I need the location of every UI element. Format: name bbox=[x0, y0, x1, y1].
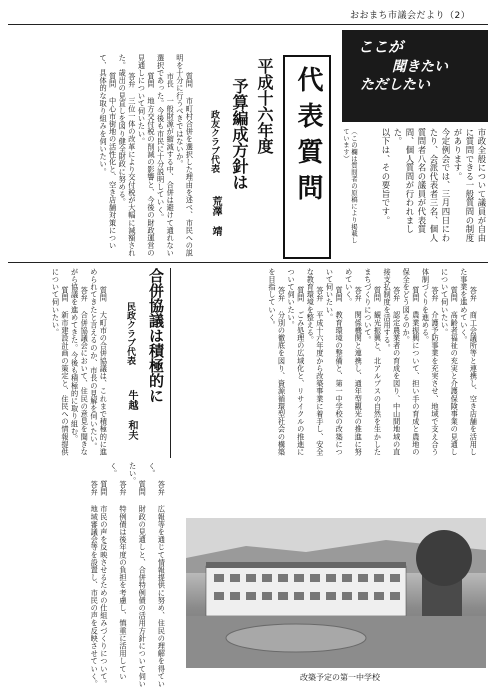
s1l-para-4: 答弁 認定農業者の育成を図り、中山間地域の直接支払制度を活用する。 bbox=[383, 268, 402, 456]
intro-body: 市政全般について議員が自由に質問できる一般質問の制度があります。 今定例会では、三月四日にわたり、会派代表者三名、個人質問者八名の議員が代表質問、個人質問が行われました。 以下は、その要旨です。 bbox=[381, 128, 487, 243]
header-rule bbox=[8, 24, 488, 25]
s1u-para-3: 答弁 三位一体の改革により交付税が大幅に減額された。歳出の見直しを図り健全財政に努める。 bbox=[118, 54, 137, 258]
section2-questioner-name: 牛越 和夫 bbox=[126, 390, 137, 440]
s2-para-0: 質問 大町市の合併協議は、これまで積極的に進められてきたと言えるのか、市長の見解を伺いたい。 bbox=[89, 268, 109, 456]
s1l-para-2: 答弁 介護予防事業を充実させ、地域で支え合う体制づくりを進める。 bbox=[421, 268, 441, 456]
s1l-para-9: 質問 ごみ処理の広域化と、リサイクルの推進について伺いたい。 bbox=[287, 268, 306, 456]
section1-headline2: 予算編成方針は bbox=[230, 78, 249, 190]
intro-title-line2: 聞きたい bbox=[392, 59, 448, 75]
section2-body-lower bbox=[8, 462, 176, 692]
s2-para-1: 答弁 合併協議会において、住民の意見を聞きながら協議を進めてきた。今後も積極的に取り組む。 bbox=[70, 268, 90, 456]
tier-rule bbox=[8, 262, 488, 263]
daihyo-title: 代表質問 bbox=[293, 66, 323, 210]
section1-questioner-name: 荒澤 靖 bbox=[210, 196, 221, 236]
intro-title-line3: ただしたい bbox=[360, 77, 430, 93]
section-divider bbox=[170, 268, 171, 458]
intro-note: （この欄は質問者の原稿により掲載しています） bbox=[342, 128, 358, 244]
s2-para-6: 質問 市民の声を反映させるための仕組みづくりについて。 bbox=[99, 480, 109, 688]
s1l-para-5: 質問 観光振興と、北アルプスの自然を生かしたまちづくりについて。 bbox=[363, 268, 383, 456]
section1-body-upper bbox=[8, 54, 204, 258]
s1l-para-7: 質問 教育環境の整備と、第一中学校の改築について伺いたい。 bbox=[325, 268, 345, 456]
s1u-para-4: 質問 中心市街地の活性化と、空き店舗対策について、具体的な取り組みを伺いたい。 bbox=[99, 54, 118, 250]
section1-body-lower bbox=[178, 268, 488, 458]
section1-questioner-group: 政友クラブ代表 bbox=[209, 110, 219, 173]
section2-questioner-group: 民政クラブ代表 bbox=[125, 302, 135, 365]
school-building-image bbox=[186, 518, 486, 668]
section1-headline1: 平成十六年度 bbox=[255, 58, 274, 154]
s1l-para-8: 答弁 平成十六年度から改築事業に着手し、安全な教育環境を整える。 bbox=[306, 268, 325, 456]
s1l-para-10: 答弁 分別の徹底を図り、資源循環型社会の構築を目指していく。 bbox=[267, 268, 287, 456]
s2-para-3: 答弁 広報等を通じて情報提供に努め、住民の理解を得ていく。 bbox=[147, 462, 167, 688]
s2-para-5: 答弁 特例債は後年度の負担を考慮し、慎重に活用していく。 bbox=[109, 462, 129, 681]
photo-caption: 改築予定の第一中学校 bbox=[300, 673, 380, 682]
s2-para-7: 答弁 地域審議会等を設置し、市民の声を反映させていく。 bbox=[90, 480, 100, 688]
s1u-para-1: 市長 一般財源が縮減する中、合併は避けて通れない選択であった。今後も市民に十分説明していく。 bbox=[156, 54, 176, 258]
s1u-para-2: 質問 地方交付税の削減の影響と、今後の財政運営の見通しについて伺いたい。 bbox=[137, 54, 157, 258]
intro-title-line1: ここが bbox=[358, 38, 404, 56]
section2-headline: 合併協議は積極的に bbox=[147, 268, 165, 403]
s1l-para-1: 質問 高齢者福祉の充実と介護保険事業の見通しについて伺いたい。 bbox=[440, 268, 460, 456]
s1l-para-3: 質問 農業振興について、担い手の育成と農地の保全をどう図るのか。 bbox=[402, 268, 421, 456]
section2-body-upper bbox=[8, 268, 118, 458]
s1l-para-6: 答弁 関係機関と連携し、通年型観光の推進に努めていく。 bbox=[344, 268, 364, 456]
school-photo bbox=[186, 518, 486, 668]
s1l-para-0: 答弁 商工会議所等と連携し、空き店舗を活用した事業を進めていく。 bbox=[459, 268, 479, 456]
newsletter-header: おおまち市議会だより（2） bbox=[350, 11, 471, 21]
s2-para-4: 質問 財政の見通しと、合併特例債の活用方針について伺いたい。 bbox=[128, 462, 148, 688]
s1u-para-0: 質問 市町村合併を選択した理由を述べ、市民への説明を十分に行うべきではないか。 bbox=[175, 54, 195, 258]
s2-para-2: 質問 新市建設計画の策定と、住民への情報提供について伺いたい。 bbox=[51, 268, 71, 456]
